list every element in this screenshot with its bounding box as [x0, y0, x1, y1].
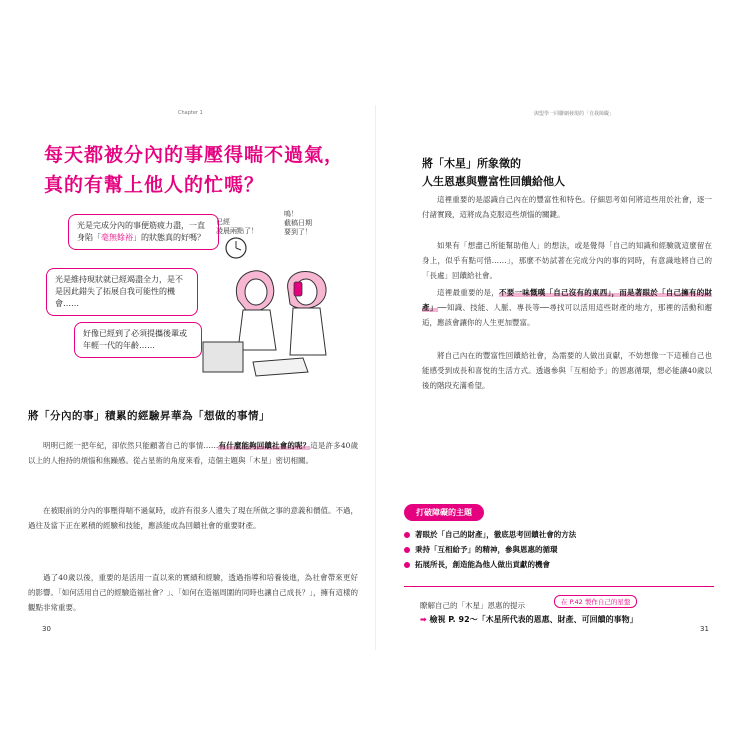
left-page [28, 110, 368, 650]
right-paragraph-3 [422, 285, 712, 330]
bullet-icon [404, 562, 410, 568]
shout-text-2: 嗚！ 截稿日期 要到了！ [284, 210, 312, 236]
arrow-right-icon: ➡ [420, 615, 430, 624]
bubble-1-highlight: 毫無餘裕 [101, 233, 133, 242]
left-running-header: Chapter 1 [178, 110, 203, 116]
right-p3-highlight: 不要一味慨嘆「自己沒有的東西」，而是著眼於「自己擁有的財產」 [422, 288, 712, 312]
bubble-1-text-end: 」的狀態真的好嗎？ [133, 233, 205, 242]
headline-line-2: 真的有幫上他人的忙嗎？ [44, 174, 265, 196]
right-paragraph-4: 將自己內在的豐富性回饋給社會，為需要的人做出貢獻，不妨想像一下這種自己也能感受到成長和喜悅的生活方式。透過參與「互相給予」的恩惠循環，想必能讓40歲以後的階段充滿希望。 [422, 351, 712, 390]
left-p1-highlight: 有什麼能夠回饋社會的呢？ [218, 441, 311, 450]
summary-item [404, 527, 704, 542]
summary-title: 打破障礙的主題 [404, 504, 484, 521]
summary-box [404, 500, 704, 624]
bullet-icon [404, 547, 410, 553]
right-heading-line-1: 將「木星」所象徵的 [422, 157, 521, 170]
bubble-1-text: 光是完成分內的事便筋疲力盡，一直身陷「 [77, 221, 205, 242]
right-page [388, 110, 723, 650]
right-heading-line-2: 人生恩惠與豐富性回饋給他人 [422, 175, 565, 188]
bubble-2-text: 光是維持現狀就已經竭盡全力，是不是因此錯失了拓展自我可能性的機會…… [55, 275, 183, 308]
left-paragraph-2: 在被眼前的分內的事壓得喘不過氣時，或許有很多人遺失了現在所做之事的意義和價值。不過，過往及當下正在累積的經驗和技能，應該能成為回饋社會的重要財產。 [28, 506, 358, 530]
illustration [38, 210, 348, 465]
speech-bubble-3 [74, 322, 202, 358]
headline-line-1: 每天都被分內的事壓得喘不過氣， [44, 144, 345, 166]
hint-text: 瞭解自己的「木星」恩惠的提示 [420, 601, 525, 610]
monitor-icon [203, 342, 243, 372]
summary-list [404, 527, 704, 572]
right-paragraph-1: 這裡重要的是認識自己內在的豐富性和特色。仔細思考如何將這些用於社會，逐一付諸實踐，這將成為克服這些煩惱的關鍵。 [422, 195, 712, 219]
summary-item [404, 557, 704, 572]
right-paragraph-2: 如果有「想盡己所能幫助他人」的想法，或是覺得「自己的知識和經驗就這麼留在身上，似乎有點可惜……」，那麼不妨試著在完成分內的事的同時，有意識地將自己的「長處」回饋給社會。 [422, 241, 712, 280]
summary-item [404, 542, 704, 557]
summary-item-text: 拓展所長，創造能為他人做出貢獻的機會 [415, 560, 550, 569]
hint-tag: 在 P.42 製作自己的星盤 [554, 595, 637, 608]
hint-reference [420, 614, 638, 625]
chapter-headline [44, 140, 344, 200]
left-p1-text: 明明已經一把年紀，卻依然只能顧著自己的事情…… [43, 441, 219, 450]
speech-bubble-1 [68, 214, 219, 250]
hint-reference-text: 檢視 P. 92～「木星所代表的恩惠、財產、可回饋的事物」 [429, 615, 638, 624]
left-page-number: 30 [42, 625, 51, 633]
right-p3-text-end: ──知識、技能、人脈、專長等──尋找可以活用這些財產的地方，那裡的活動和邂逅，應該會讓你的人生更加豐富。 [422, 303, 713, 327]
book-gutter [375, 105, 376, 650]
left-paragraph-3: 過了40歲以後，重要的是活用一直以來的實績和經驗，透過指導和培養後進，為社會帶來更好的影響。「如何活用自己的經驗造福社會？」、「如何在造福周圍的同時也讓自己成長？」，擁有這樣的觀點非常重要。 [28, 573, 358, 612]
summary-divider [404, 586, 714, 587]
speech-bubble-2 [46, 268, 198, 316]
right-running-header: 與盟學一同聯網發現的「自我障礙」 [534, 111, 615, 117]
laptop-icon [253, 358, 308, 376]
left-paragraph-1 [28, 438, 358, 468]
right-section-heading [422, 155, 565, 191]
summary-item-text: 著眼於「自己的財產」，徹底思考回饋社會的方法 [415, 530, 577, 539]
shout-text-1: 已經 凌晨兩點了！ [216, 218, 258, 235]
left-section-title: 將「分內的事」積累的經驗昇華為「想做的事情」 [28, 410, 270, 422]
summary-item-text: 秉持「互相給予」的精神，參與恩惠的循環 [415, 545, 558, 554]
bullet-icon [404, 532, 410, 538]
worried-workers-drawing [198, 230, 348, 380]
right-p3-text: 這裡最重要的是， [437, 288, 499, 297]
right-page-number: 31 [700, 625, 709, 633]
bubble-3-text: 好像已經到了必須提攜後輩或年輕一代的年齡…… [83, 329, 187, 350]
phone-icon [294, 282, 302, 296]
left-p1-text-end: 這是許多40歲以上的人抱持的煩惱和焦躁感。從占星術的角度來看，這個主題與「木星」密切相關。 [28, 441, 359, 465]
